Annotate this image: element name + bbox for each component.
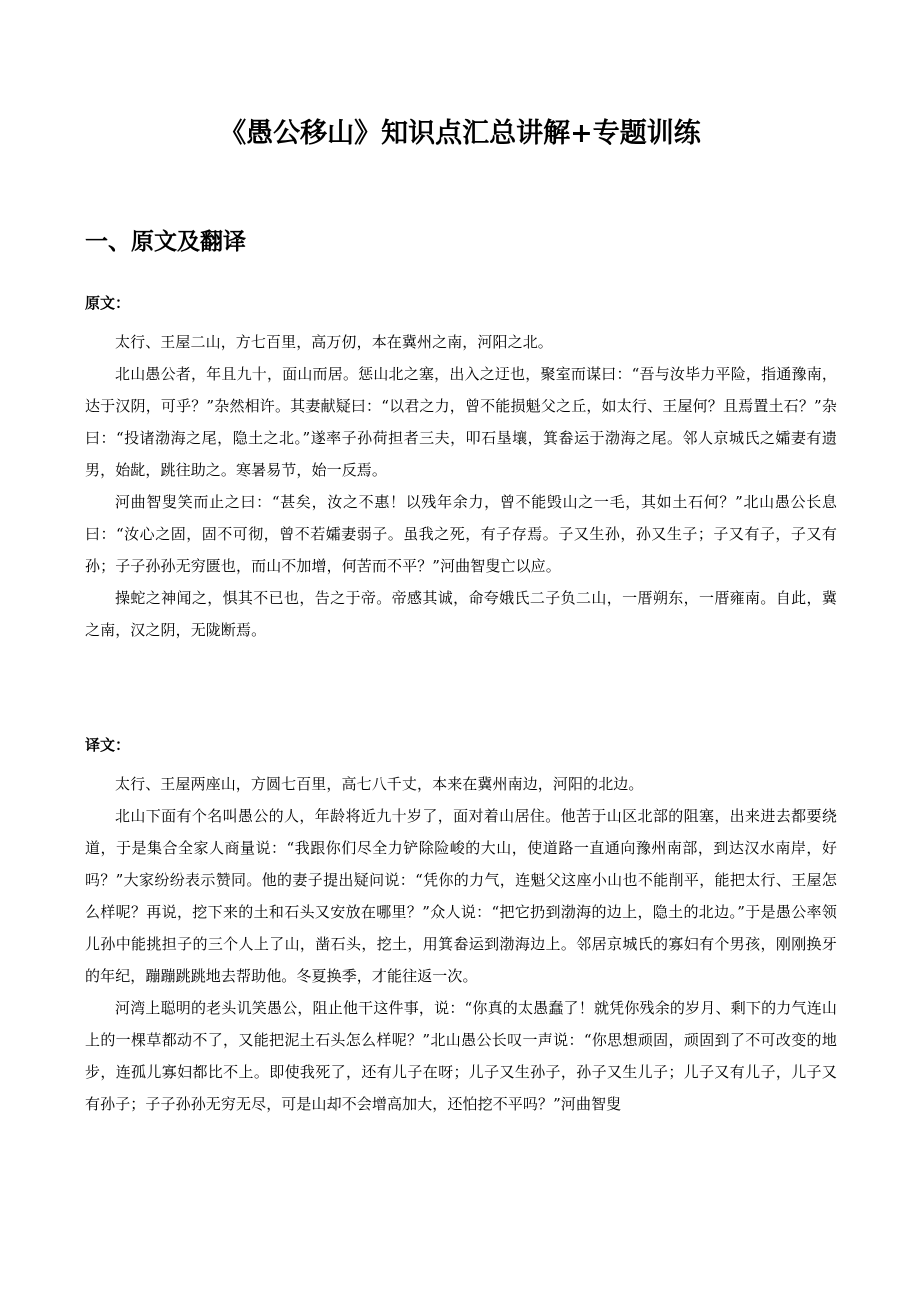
translation-paragraph: 太行、王屋两座山，方圆七百里，高七八千丈，本来在冀州南边，河阳的北边。 [115, 775, 644, 793]
original-paragraph: 河曲智叟笑而止之曰：“甚矣，汝之不惠！以残年余力，曾不能毁山之一毛，其如土石何？”北山愚公长息曰：“汝心之固，固不可彻，曾不若孀妻弱子。虽我之死，有子存焉。子又生孙，孙又生子；子又有子，子又有孙；子子孙孙无穷匮也，而山不加增，何苦而不平？”河曲智叟亡以应。 [85, 493, 837, 575]
translation-label: 译文： [85, 736, 131, 754]
translation-paragraph: 北山下面有个名叫愚公的人，年龄将近九十岁了，面对着山居住。他苦于山区北部的阻塞，出来进去都要绕道，于是集合全家人商量说：“我跟你们尽全力铲除险峻的大山，使道路一直通向豫州南部，到达汉水南岸，好吗？”大家纷纷表示赞同。他的妻子提出疑问说：“凭你的力气，连魁父这座小山也不能削平，能把太行、王屋怎么样呢？再说，挖下来的土和石头又安放在哪里？”众人说：“把它扔到渤海的边上，隐土的北边。”于是愚公率领儿孙中能挑担子的三个人上了山，凿石头，挖土，用箕畚运到渤海边上。邻居京城氏的寡妇有个男孩，刚刚换牙的年纪，蹦蹦跳跳地去帮助他。冬夏换季，才能往返一次。 [85, 807, 837, 985]
translation-text-block [85, 734, 837, 1120]
original-paragraph: 北山愚公者，年且九十，面山而居。惩山北之塞，出入之迂也，聚室而谋曰：“吾与汝毕力平险，指通豫南，达于汉阴，可乎？”杂然相许。其妻献疑曰：“以君之力，曾不能损魁父之丘，如太行、王屋何？且焉置土石？”杂曰：“投诸渤海之尾，隐土之北。”遂率子孙荷担者三夫，叩石垦壤，箕畚运于渤海之尾。邻人京城氏之孀妻有遗男，始龀，跳往助之。寒暑易节，始一反焉。 [85, 365, 837, 479]
section-heading: 一、原文及翻译 [85, 229, 246, 255]
original-paragraph: 操蛇之神闻之，惧其不已也，告之于帝。帝感其诚，命夸娥氏二子负二山，一厝朔东，一厝雍南。自此，冀之南，汉之阴，无陇断焉。 [85, 589, 837, 639]
original-paragraph: 太行、王屋二山，方七百里，高万仞，本在冀州之南，河阳之北。 [115, 333, 553, 351]
translation-paragraph: 河湾上聪明的老头讥笑愚公，阻止他干这件事，说：“你真的太愚蠢了！就凭你残余的岁月、剩下的力气连山上的一棵草都动不了，又能把泥土石头怎么样呢？”北山愚公长叹一声说：“你思想顽固，顽固到了不可改变的地步，连孤儿寡妇都比不上。即使我死了，还有儿子在呀；儿子又生孙子，孙子又生儿子；儿子又有儿子，儿子又有孙子；子子孙孙无穷无尽，可是山却不会增高加大，还怕挖不平吗？”河曲智叟 [85, 999, 837, 1113]
original-text-block [85, 292, 837, 646]
original-label: 原文： [85, 294, 131, 312]
page-title: 《愚公移山》知识点汇总讲解+专题训练 [219, 118, 701, 149]
